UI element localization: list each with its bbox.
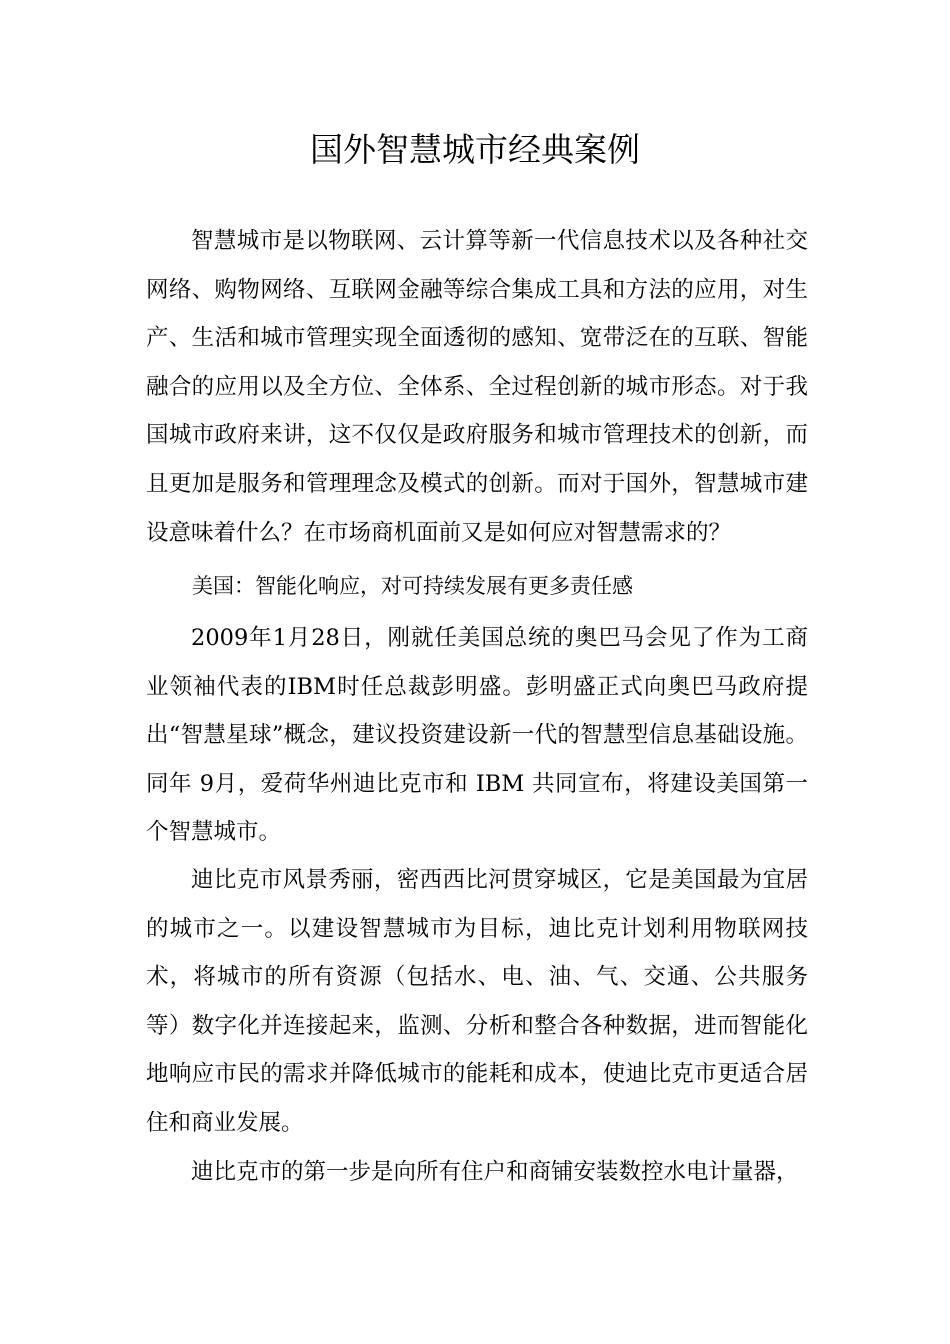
document-title: 国外智慧城市经典案例 [310,130,640,169]
section-heading-usa: 美国：智能化响应，对可持续发展有更多责任感 [192,574,633,598]
intro-paragraph: 智慧城市是以物联网、云计算等新一代信息技术以及各种社交网络、购物网络、互联网金融等综合集成工具和方法的应用，对生产、生活和城市管理实现全面透彻的感知、宽带泛在的互联、智能融合的应用以及全方位、全体系、全过程创新的城市形态。对于我国城市政府来讲，这不仅仅是政府服务和城市管理技术的创新，而且更加是服务和管理理念及模式的创新。而对于国外，智慧城市建设意味着什么？在市场商机面前又是如何应对智慧需求的？ [146,228,808,546]
paragraph-ibm-history: 2009年1月28日，刚就任美国总统的奥巴马会见了作为工商业领袖代表的IBM时任总裁彭明盛。彭明盛正式向奥巴马政府提出“智慧星球”概念，建议投资建设新一代的智慧型信息基础设施。同年 9月，爱荷华州迪比克市和 IBM 共同宣布，将建设美国第一个智慧城市。 [146,625,808,846]
paragraph-dubuque-step1: 迪比克市的第一步是向所有住户和商铺安装数控水电计量器， [191,1159,799,1185]
paragraph-dubuque-plan: 迪比克市风景秀丽，密西西比河贯穿城区，它是美国最为宜居的城市之一。以建设智慧城市为目标，迪比克计划利用物联网技术，将城市的所有资源（包括水、电、油、气、交通、公共服务等）数字化并连接起来，监测、分析和整合各种数据，进而智能化地响应市民的需求并降低城市的能耗和成本，使迪比克市更适合居住和商业发展。 [146,867,808,1136]
